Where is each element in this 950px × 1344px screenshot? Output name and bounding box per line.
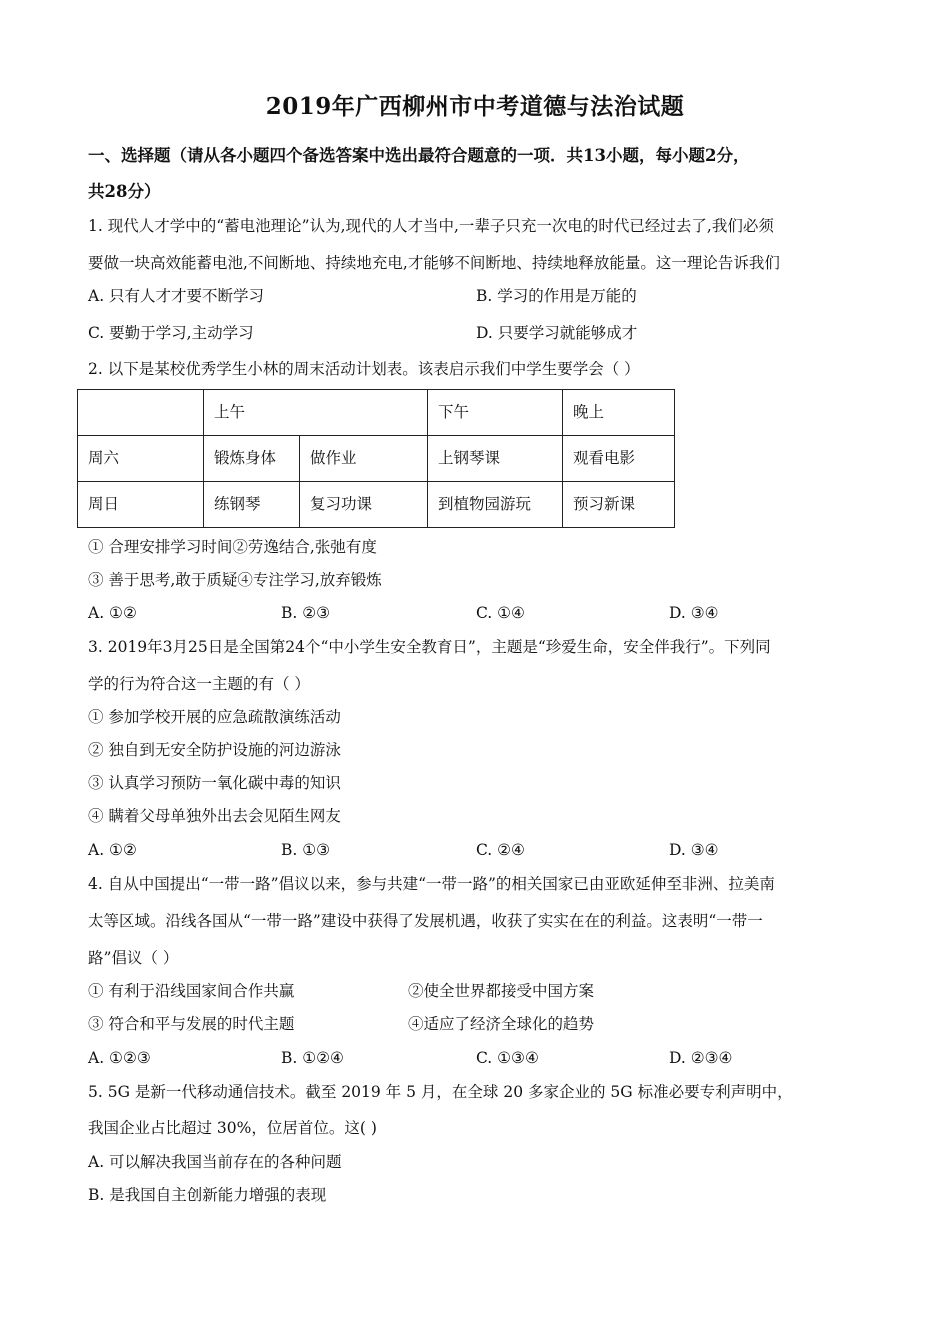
q2-option-c: C. ①④: [476, 604, 525, 622]
q1-stem-cont: 要做一块高效能蓄电池,不间断地、持续地充电,才能够不间断地、持续地释放能量。这一理论告诉我们: [88, 254, 780, 272]
q4-option-d: D. ②③④: [669, 1049, 733, 1067]
q4-stem-cont: 路”倡议（ ）: [88, 949, 179, 967]
table-cell: 练钢琴: [204, 482, 300, 528]
q3-item: ① 参加学校开展的应急疏散演练活动: [88, 708, 341, 726]
q2-option-b: B. ②③: [281, 604, 331, 622]
table-cell: 周日: [78, 482, 204, 528]
q1-option-b: B. 学习的作用是万能的: [476, 287, 637, 305]
q4-item: ②使全世界都接受中国方案: [408, 982, 595, 1000]
table-cell: 上钢琴课: [428, 436, 563, 482]
q3-item: ④ 瞒着父母单独外出去会见陌生网友: [88, 807, 341, 825]
table-cell: 到植物园游玩: [428, 482, 563, 528]
q2-option-a: A. ①②: [88, 604, 137, 622]
q2-item: ③ 善于思考,敢于质疑④专注学习,放弃锻炼: [88, 571, 382, 589]
table-header-row: [78, 390, 675, 436]
table-cell: 下午: [428, 390, 563, 436]
q3-stem-cont: 学的行为符合这一主题的有（ ）: [88, 675, 310, 693]
q3-option-d: D. ③④: [669, 841, 719, 859]
q4-stem: 4. 自从中国提出“一带一路”倡议以来，参与共建“一带一路”的相关国家已由亚欧延伸至非洲、拉美南: [88, 875, 775, 893]
q2-item: ① 合理安排学习时间②劳逸结合,张弛有度: [88, 538, 377, 556]
table-cell: 晚上: [563, 390, 675, 436]
q5-option-a: A. 可以解决我国当前存在的各种问题: [88, 1153, 342, 1171]
q4-option-b: B. ①②④: [281, 1049, 344, 1067]
q3-option-a: A. ①②: [88, 841, 137, 859]
q3-option-b: B. ①③: [281, 841, 331, 859]
table-cell: [78, 390, 204, 436]
table-cell: 观看电影: [563, 436, 675, 482]
q1-option-d: D. 只要学习就能够成才: [476, 324, 638, 342]
q5-stem: 5. 5G 是新一代移动通信技术。截至 2019 年 5 月，在全球 20 多家企业的 5G 标准必要专利声明中，: [88, 1083, 793, 1101]
q3-item: ② 独自到无安全防护设施的河边游泳: [88, 741, 341, 759]
section-heading-cont: 共28分）: [88, 182, 161, 201]
table-cell: 周六: [78, 436, 204, 482]
q5-option-b: B. 是我国自主创新能力增强的表现: [88, 1186, 327, 1204]
table-cell: 锻炼身体: [204, 436, 300, 482]
table-cell: 上午: [204, 390, 428, 436]
table-cell: 复习功课: [300, 482, 428, 528]
q1-stem: 1. 现代人才学中的“蓄电池理论”认为,现代的人才当中,一辈子只充一次电的时代已经过去了,我们必须: [88, 217, 774, 235]
q4-item: ④适应了经济全球化的趋势: [408, 1015, 595, 1033]
q3-stem: 3. 2019年3月25日是全国第24个“中小学生安全教育日”，主题是“珍爱生命，安全伴我行”。下列同: [88, 638, 771, 656]
q4-stem-cont: 太等区域。沿线各国从“一带一路”建设中获得了发展机遇，收获了实实在在的利益。这表明“一带一: [88, 912, 763, 930]
q5-stem-cont: 我国企业占比超过 30%，位居首位。这( ): [88, 1119, 377, 1137]
q4-option-c: C. ①③④: [476, 1049, 539, 1067]
weekend-plan-table: [77, 389, 675, 528]
table-cell: 做作业: [300, 436, 428, 482]
q4-item: ③ 符合和平与发展的时代主题: [88, 1015, 295, 1033]
q3-item: ③ 认真学习预防一氧化碳中毒的知识: [88, 774, 341, 792]
q4-item: ① 有利于沿线国家间合作共赢: [88, 982, 295, 1000]
table-row: [78, 482, 675, 528]
q1-option-c: C. 要勤于学习,主动学习: [88, 324, 254, 342]
section-heading: 一、选择题（请从各小题四个备选答案中选出最符合题意的一项．共13小题，每小题2分，: [88, 146, 750, 165]
q3-option-c: C. ②④: [476, 841, 525, 859]
q2-stem: 2. 以下是某校优秀学生小林的周末活动计划表。该表启示我们中学生要学会（ ）: [88, 360, 640, 378]
table-row: [78, 436, 675, 482]
table-cell: 预习新课: [563, 482, 675, 528]
q4-option-a: A. ①②③: [88, 1049, 151, 1067]
q1-option-a: A. 只有人才才要不断学习: [88, 287, 265, 305]
page-title: 2019年广西柳州市中考道德与法治试题: [265, 93, 685, 120]
q2-option-d: D. ③④: [669, 604, 719, 622]
